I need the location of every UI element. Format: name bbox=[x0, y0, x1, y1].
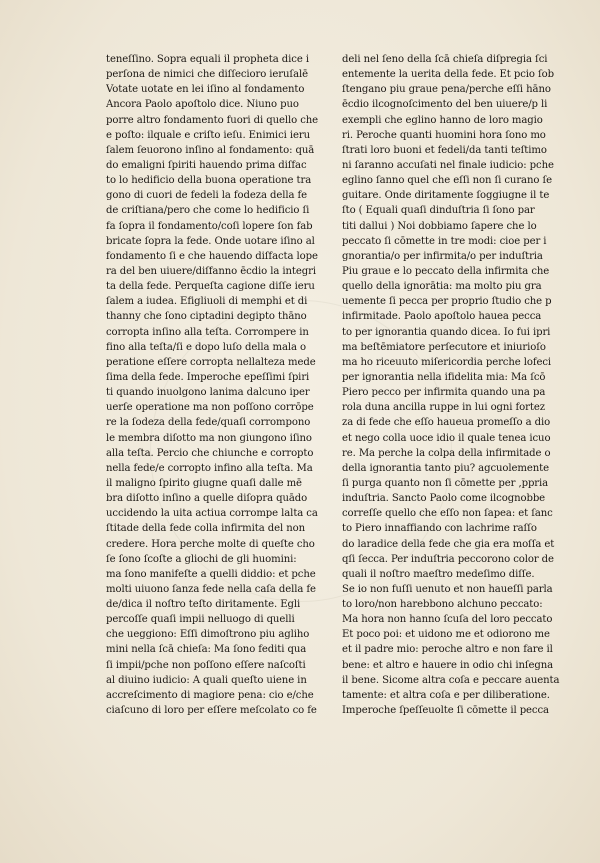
text-line: teneſſino. Sopra equali il propheta dice i bbox=[106, 54, 309, 65]
text-line: ti quando inuolgono lanima dalcuno iper bbox=[106, 387, 310, 399]
text-line: nella fede/e corropto infino alla teſta. Ma bbox=[106, 462, 313, 474]
text-line: ſtitade della fede colla infirmita del non bbox=[106, 523, 305, 535]
text-line: to Piero innaffiando con lachrime raſſo bbox=[342, 523, 537, 535]
text-line: et nego colla uoce idio il quale tenea icuo bbox=[342, 432, 551, 444]
text-line: re. Ma perche la colpa della infirmitade o bbox=[342, 447, 551, 459]
text-line: che ueggiono: Eſſi dimoſtrono piu agliho bbox=[106, 629, 310, 641]
text-line: ta della fede. Perqueſta cagione diſſe ieru bbox=[106, 281, 315, 293]
text-line: Et poco poi: et uidono me et odiorono me bbox=[342, 629, 550, 641]
text-line: ſima della fede. Imperoche epeſſimi ſpiri bbox=[106, 371, 310, 383]
text-line: et il padre mio: peroche altro e non fare il bbox=[342, 644, 553, 656]
text-line: quello della ignorātia: ma molto piu gra bbox=[342, 281, 542, 293]
text-line: ſto ( Equali quaſi dinduſtria ſi ſono par bbox=[342, 205, 535, 217]
text-line: peccato ſi cōmette in tre modi: cioe per i bbox=[342, 235, 547, 247]
text-line: ſi purga quanto non ſi cōmette per ,ppria bbox=[342, 477, 549, 489]
text-line: qſi ſecca. Per induſtria peccorono color de bbox=[342, 553, 554, 565]
text-line: accreſcimento di magiore pena: cio e/che bbox=[106, 689, 314, 701]
text-line: bricate ſopra la fede. Onde uotare iſino al bbox=[106, 235, 315, 247]
text-line: della ignorantia tanto piu? agcuolemente bbox=[342, 462, 549, 474]
text-line: porre altro fondamento fuori di quello che bbox=[106, 114, 319, 126]
text-line: ſi impii/pche non poſſono eſſere naſcoſti bbox=[106, 659, 306, 671]
text-line: le membra diſotto ma non giungono iſino bbox=[106, 432, 312, 444]
text-line: tamente: et altra coſa e per diliberatione. bbox=[342, 689, 550, 701]
text-line: gnorantia/o per infirmita/o per induſtria bbox=[342, 250, 543, 262]
text-line: za di fede che eſſo haueua promeſſo a dio bbox=[342, 417, 551, 429]
text-line: deli nel ſeno della ſcā chieſa diſpregia ſci bbox=[342, 54, 548, 65]
text-line: al diuino iudicio: A quali queſto uiene in bbox=[106, 674, 307, 686]
text-line: perſona de nimici che diſſecioro ieruſalē bbox=[106, 69, 308, 81]
text-line: ma beſtēmiatore perſecutore et iniurioſo bbox=[342, 341, 546, 353]
text-line: Imperoche ſpeſſeuolte ſi cōmette il pecca bbox=[342, 705, 549, 717]
text-line: to per ignorantia quando dicea. Io fui ipri bbox=[342, 326, 551, 338]
text-line: entemente la uerita della fede. Et pcio ſob bbox=[342, 69, 554, 81]
text-line: Ma hora non hanno ſcuſa del loro peccato bbox=[342, 614, 553, 626]
text-line: Se io non fuſſi uenuto et non haueſſi parla bbox=[342, 583, 553, 595]
text-line: bene: et altro e hauere in odio chi inſegna bbox=[342, 659, 554, 671]
text-line: ma ho riceuuto miſericordia perche lofeci bbox=[342, 356, 552, 368]
text-line: per ignorantia nella ifidelita mia: Ma ſcō bbox=[342, 371, 546, 383]
text-line: eglino ſanno quel che eſſi non ſi curano ſe bbox=[342, 175, 552, 187]
text-line: Piu graue e lo peccato della infirmita che bbox=[342, 265, 550, 277]
text-line: Piero pecco per infirmita quando una pa bbox=[342, 387, 546, 399]
text-line: ri. Peroche quanti huomini hora ſono mo bbox=[342, 129, 546, 141]
right-text-column bbox=[342, 52, 560, 718]
text-line: peratione eſſere corropta nellalteza mede bbox=[106, 356, 316, 368]
text-line: rola duna ancilla ruppe in lui ogni fortez bbox=[342, 402, 545, 414]
text-line: do emaligni ſpiriti hauendo prima diſfac bbox=[106, 159, 307, 171]
text-line: titi dallui ) Noi dobbiamo ſapere che lo bbox=[342, 220, 537, 232]
text-line: induſtria. Sancto Paolo come ilcognobbe bbox=[342, 493, 546, 505]
text-line: ſalem ſeuorono inſino al fondamento: quā bbox=[106, 144, 315, 156]
text-line: ſalem a iudea. Efigliuoli di memphi et di bbox=[106, 296, 308, 308]
text-line: exempli che eglino hanno de loro magio bbox=[342, 114, 543, 126]
text-line: Ancora Paolo apoſtolo dice. Niuno puo bbox=[106, 99, 299, 111]
text-line: ra del ben uiuere/diſfanno ēcdio la integri bbox=[106, 265, 316, 277]
text-line: ni ſaranno accuſati nel finale iudicio: pche bbox=[342, 159, 554, 171]
text-line: ſe ſono ſcoſte a gliochi de gli huomini: bbox=[106, 553, 297, 565]
text-line: re la ſodeza della fede/quaſi corrompono bbox=[106, 417, 311, 429]
text-line: ciaſcuno di loro per eſſere meſcolato co fe bbox=[106, 705, 317, 717]
text-line: fondamento ſi e che hauendo diſfacta lope bbox=[106, 250, 318, 262]
text-line: corropta inſino alla teſta. Corrompere in bbox=[106, 326, 309, 338]
text-line: molti uiuono ſanza fede nella caſa della fe bbox=[106, 583, 316, 595]
text-line: ſtrati loro buoni et fedeli/da tanti teſtimo bbox=[342, 144, 547, 156]
text-line: ſtengano piu graue pena/perche eſſi hāno bbox=[342, 84, 551, 96]
text-line: alla teſta. Percio che chiunche e corropto bbox=[106, 447, 314, 459]
text-line: to lo hedificio della buona operatione tra bbox=[106, 175, 312, 187]
text-line: fa ſopra il fondamento/coſi lopere ſon fab bbox=[106, 220, 313, 232]
text-line: thanny che ſono ciptadini degipto thāno bbox=[106, 311, 307, 323]
text-line: uerſe operatione ma non poſſono corrōpe bbox=[106, 402, 314, 414]
text-line: do laradice della fede che gia era moſſa et bbox=[342, 538, 555, 550]
text-line: quali il noſtro maeſtro medeſimo diſſe. bbox=[342, 568, 535, 580]
text-line: de/dica il noſtro teſto diritamente. Egli bbox=[106, 599, 301, 611]
text-line: uccidendo la uita actiua corrompe lalta ca bbox=[106, 508, 318, 520]
text-line: fino alla teſta/ſi e dopo luſo della mala o bbox=[106, 341, 307, 353]
text-line: infirmitade. Paolo apoſtolo hauea pecca bbox=[342, 311, 542, 323]
text-line: ma ſono manifeſte a quelli diddio: et pche bbox=[106, 568, 316, 580]
text-line: percoſſe quaſi impii nelluogo di quelli bbox=[106, 614, 295, 626]
text-line: de criſtiana/pero che come lo hedificio ſi bbox=[106, 205, 310, 217]
text-line: to loro/non harebbono alchuno peccato: bbox=[342, 599, 543, 611]
text-line: credere. Hora perche molte di queſte cho bbox=[106, 538, 315, 550]
text-line: il bene. Sicome altra coſa e peccare auenta bbox=[342, 674, 560, 686]
text-line: e poſto: ilquale e criſto ieſu. Enimici ieru bbox=[106, 129, 310, 141]
text-line: bra diſotto inſino a quelle diſopra quādo bbox=[106, 493, 308, 505]
left-text-column bbox=[106, 52, 324, 718]
text-line: Votate uotate en lei iſino al fondamento bbox=[106, 84, 305, 96]
text-line: gono di cuori de fedeli la fodeza della fe bbox=[106, 190, 308, 202]
text-line: mini nella ſcā chieſa: Ma ſono fediti qua bbox=[106, 644, 307, 656]
text-line: correſſe quello che eſſo non ſapea: et ſanc bbox=[342, 508, 553, 520]
text-line: guitare. Onde diritamente ſoggiugne il te bbox=[342, 190, 550, 202]
text-line: il maligno ſpirito giugne quaſi dalle mē bbox=[106, 477, 302, 489]
text-line: uemente ſi pecca per proprio ſtudio che p bbox=[342, 296, 552, 308]
text-line: ēcdio ilcognoſcimento del ben uiuere/p li bbox=[342, 99, 548, 111]
